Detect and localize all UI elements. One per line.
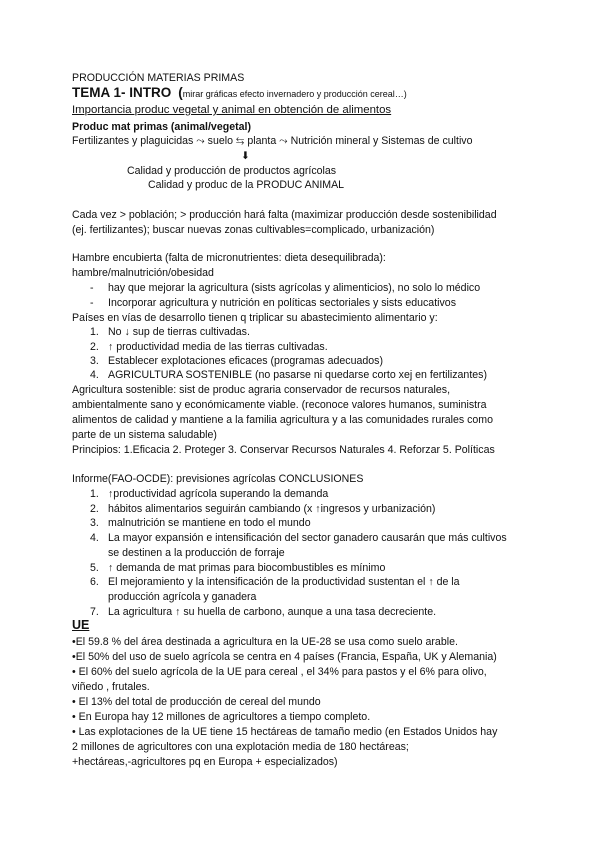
list-marker: 2.: [90, 503, 99, 515]
list-item: ↑ productividad media de las tierras cultivadas.: [108, 341, 328, 353]
sostenible-line: parte de un sistema saludable): [72, 429, 217, 441]
dash-item: Incorporar agricultura y nutrición en políticas sectoriales y sists educativos: [108, 297, 456, 309]
list-marker: 4.: [90, 369, 99, 381]
ue-line: +hectáreas,-agricultores pq en Europa + especializados): [72, 756, 338, 768]
list-item-continued: producción agrícola y ganadera: [108, 591, 257, 603]
dash-marker: -: [90, 282, 94, 294]
list-item: ↑productividad agrícola superando la demanda: [108, 488, 329, 500]
doc-header: PRODUCCIÓN MATERIAS PRIMAS: [72, 72, 245, 84]
list-marker: 1.: [90, 326, 99, 338]
list-marker: 7.: [90, 606, 99, 618]
ue-line: •El 59.8 % del área destinada a agricultura en la UE-28 se usa como suelo arable.: [72, 636, 458, 648]
list-item: La agricultura ↑ su huella de carbono, aunque a una tasa decreciente.: [108, 606, 437, 618]
list-item: No ↓ sup de tierras cultivadas.: [108, 326, 250, 338]
list-item-continued: se destinen a la producción de forraje: [108, 547, 285, 559]
ue-line: 2 millones de agricultores con una explotación media de 180 hectáreas;: [72, 741, 409, 753]
hambre-line-1: Hambre encubierta (falta de micronutrientes: dieta desequilibrada):: [72, 252, 386, 264]
list-marker: 4.: [90, 532, 99, 544]
principios-line: Principios: 1.Eficacia 2. Proteger 3. Conservar Recursos Naturales 4. Reforzar 5. Políticas: [72, 444, 495, 456]
list-marker: 3.: [90, 355, 99, 367]
dash-item: hay que mejorar la agricultura (sists agrícolas y alimenticios), no solo lo médico: [108, 282, 481, 294]
down-arrow-icon: ⬇: [241, 150, 250, 162]
importance-heading: Importancia produc vegetal y animal en obtención de alimentos: [72, 104, 392, 116]
tema-title-line: [72, 86, 407, 101]
paises-line: Países en vías de desarrollo tienen q triplicar su abastecimiento alimentario y:: [72, 312, 438, 324]
ue-line: • El 13% del total de producción de cereal del mundo: [72, 696, 321, 708]
ue-line: • En Europa hay 12 millones de agricultores a tiempo completo.: [72, 711, 371, 723]
list-item: La mayor expansión e intensificación del sector ganadero causarán que más cultivos: [108, 532, 507, 544]
tema-paren: (: [178, 85, 183, 100]
sostenible-line: Agricultura sostenible: sist de produc agraria conservador de recursos naturales,: [72, 384, 451, 396]
list-item: Establecer explotaciones eficaces (programas adecuados): [108, 355, 383, 367]
list-marker: 6.: [90, 576, 99, 588]
list-item: AGRICULTURA SOSTENIBLE (no pasarse ni quedarse corto xej en fertilizantes): [108, 369, 487, 381]
list-marker: 5.: [90, 562, 99, 574]
poblacion-line-1: Cada vez > población; > producción hará falta (maximizar producción desde sostenibilidad: [72, 209, 497, 221]
produc-heading: Produc mat primas (animal/vegetal): [72, 121, 251, 133]
tema-note: mirar gráficas efecto invernadero y producción cereal…): [182, 89, 407, 99]
list-marker: 2.: [90, 341, 99, 353]
inputs-line: Fertilizantes y plaguicidas ⤳ suelo ⇆ planta ⤳ Nutrición mineral y Sistemas de cultivo: [72, 135, 473, 147]
hambre-line-2: hambre/malnutrición/obesidad: [72, 267, 214, 279]
ue-heading: UE: [72, 618, 90, 632]
ue-line: viñedo , frutales.: [72, 681, 150, 693]
list-item: El mejoramiento y la intensificación de la productividad sustentan el ↑ de la: [108, 576, 460, 588]
calidad-line-1: Calidad y producción de productos agrícolas: [127, 165, 337, 177]
dash-marker: -: [90, 297, 94, 309]
list-marker: 3.: [90, 517, 99, 529]
ue-line: • Las explotaciones de la UE tiene 15 hectáreas de tamaño medio (en Estados Unidos hay: [72, 726, 498, 738]
tema-title: TEMA 1- INTRO: [72, 85, 172, 100]
informe-line: Informe(FAO-OCDE): previsiones agrícolas CONCLUSIONES: [72, 473, 364, 485]
calidad-line-2: Calidad y produc de la PRODUC ANIMAL: [148, 179, 345, 191]
list-marker: 1.: [90, 488, 99, 500]
sostenible-line: alimentos de calidad y mantiene a la familia agricultura y a las comunidades rurales como: [72, 414, 494, 426]
ue-line: • El 60% del suelo agrícola de la UE para cereal , el 34% para pastos y el 6% para olivo,: [72, 666, 487, 678]
poblacion-line-2: (ej. fertilizantes); buscar nuevas zonas cultivables=complicado, urbanización): [72, 224, 435, 236]
ue-line: •El 50% del uso de suelo agrícola se centra en 4 países (Francia, España, UK y Alemania): [72, 651, 497, 663]
list-item: ↑ demanda de mat primas para biocombustibles es mínimo: [108, 562, 386, 574]
list-item: hábitos alimentarios seguirán cambiando (x ↑ingresos y urbanización): [108, 503, 436, 515]
list-item: malnutrición se mantiene en todo el mundo: [108, 517, 311, 529]
sostenible-line: ambientalmente sano y económicamente viable. (reconoce valores humanos, suministra: [72, 399, 487, 411]
